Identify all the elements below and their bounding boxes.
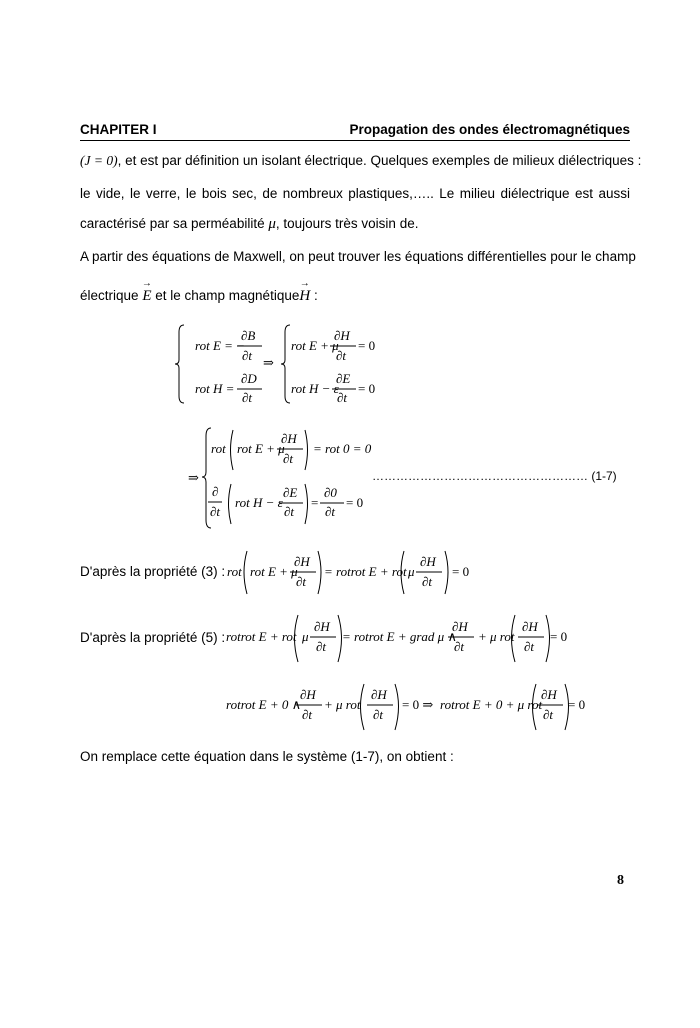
svg-text:∂H: ∂H — [420, 554, 436, 569]
svg-text:⇒: ⇒ — [263, 355, 274, 370]
svg-text:∂t: ∂t — [422, 574, 433, 589]
svg-text:= rotrot E + rot: = rotrot E + rot — [324, 564, 407, 579]
svg-text:∂t: ∂t — [373, 707, 384, 722]
svg-text:+ μ rot: + μ rot — [478, 629, 515, 644]
svg-text:∂H: ∂H — [294, 554, 310, 569]
svg-text:∂t: ∂t — [284, 504, 295, 519]
svg-text:∂t: ∂t — [336, 348, 347, 363]
svg-text:∂t: ∂t — [543, 707, 554, 722]
property-3-label: D'après la propriété (3) : — [80, 564, 226, 579]
svg-text:rotrot E + 0 + μ rot: rotrot E + 0 + μ rot — [440, 697, 543, 712]
svg-text:∂t: ∂t — [325, 504, 336, 519]
svg-text:= 0: = 0 — [452, 564, 470, 579]
svg-text:rot E + μ: rot E + μ — [237, 441, 285, 456]
svg-text:= 0: = 0 — [358, 338, 376, 353]
svg-text:∂H: ∂H — [522, 619, 538, 634]
text-span: caractérisé par sa perméabilité — [80, 216, 265, 231]
svg-text:rot E = −: rot E = − — [195, 338, 245, 353]
svg-text:∂t: ∂t — [210, 504, 221, 519]
svg-text:= 0: = 0 — [550, 629, 568, 644]
svg-text:∂t: ∂t — [454, 639, 465, 654]
svg-text:rot: rot — [211, 441, 226, 456]
chapter-label: CHAPITER I — [80, 122, 157, 137]
math-inline: (J = 0) — [80, 153, 118, 168]
page-number: 8 — [617, 873, 624, 888]
svg-text:∂D: ∂D — [241, 371, 257, 386]
svg-text:∂E: ∂E — [283, 485, 298, 500]
svg-text:rot E + μ: rot E + μ — [250, 564, 298, 579]
svg-text:∂t: ∂t — [242, 390, 253, 405]
svg-text:μ: μ — [408, 564, 415, 579]
svg-text:μ: μ — [302, 629, 309, 644]
svg-text:rot: rot — [227, 564, 242, 579]
math-inline: μ — [268, 216, 276, 232]
svg-text:rot H − ε: rot H − ε — [291, 381, 339, 396]
svg-text:= 0: = 0 — [358, 381, 376, 396]
paragraph-line: A partir des équations de Maxwell, on peut trouver les équations différentielles pour le champ — [80, 249, 636, 264]
math-vector: → H — [299, 288, 310, 305]
svg-text:∂t: ∂t — [242, 348, 253, 363]
equation-number: ……………………………………………… (1-7) — [372, 469, 617, 483]
svg-text:rotrot E + rot: rotrot E + rot — [226, 629, 297, 644]
svg-text:⇒: ⇒ — [188, 470, 199, 485]
svg-text:∂E: ∂E — [336, 371, 351, 386]
text-span: , et est par définition un isolant électrique. Quelques exemples de milieux diélectriques : — [117, 153, 642, 168]
text-span: , toujours très voisin de. — [275, 216, 419, 231]
svg-text:+ μ rot: + μ rot — [324, 697, 361, 712]
chapter-title: Propagation des ondes électromagnétiques — [349, 122, 630, 137]
svg-text:∂H: ∂H — [371, 687, 387, 702]
svg-text:rot E + μ: rot E + μ — [291, 338, 339, 353]
paragraph-line: le vide, le verre, le bois sec, de nombreux plastiques,….. Le milieu diélectrique est aussi — [80, 186, 630, 201]
svg-text:∂H: ∂H — [314, 619, 330, 634]
svg-text:= 0: = 0 — [568, 697, 586, 712]
svg-text:rot H =: rot H = — [195, 381, 235, 396]
svg-text:rot H − ε: rot H − ε — [235, 495, 283, 510]
svg-text:∂H: ∂H — [541, 687, 557, 702]
svg-text:=: = — [311, 495, 319, 510]
math-vector: → E — [142, 288, 151, 305]
svg-text:∂t: ∂t — [337, 390, 348, 405]
svg-text:∂t: ∂t — [296, 574, 307, 589]
svg-text:∂t: ∂t — [524, 639, 535, 654]
conclusion-text: On remplace cette équation dans le système (1-7), on obtient : — [80, 749, 454, 764]
svg-text:= rotrot E + grad μ ∧: = rotrot E + grad μ ∧ — [342, 629, 457, 644]
svg-text:∂B: ∂B — [241, 328, 256, 343]
svg-text:rotrot E + 0 ∧: rotrot E + 0 ∧ — [226, 697, 302, 712]
svg-text:= 0 ⇒: = 0 ⇒ — [402, 697, 434, 712]
svg-text:= 0: = 0 — [346, 495, 364, 510]
svg-text:∂t: ∂t — [316, 639, 327, 654]
text-span: électrique — [80, 288, 139, 303]
property-5-label: D'après la propriété (5) : — [80, 630, 226, 645]
svg-text:∂t: ∂t — [283, 451, 294, 466]
svg-text:∂H: ∂H — [452, 619, 468, 634]
svg-text:∂H: ∂H — [300, 687, 316, 702]
svg-text:∂t: ∂t — [302, 707, 313, 722]
svg-text:∂: ∂ — [212, 484, 219, 499]
text-span: et le champ magnétique — [155, 288, 300, 303]
svg-text:∂H: ∂H — [334, 328, 350, 343]
svg-text:= rot 0 = 0: = rot 0 = 0 — [313, 441, 372, 456]
text-span: : — [313, 288, 318, 303]
svg-text:∂H: ∂H — [281, 431, 297, 446]
svg-text:∂0: ∂0 — [324, 485, 337, 500]
